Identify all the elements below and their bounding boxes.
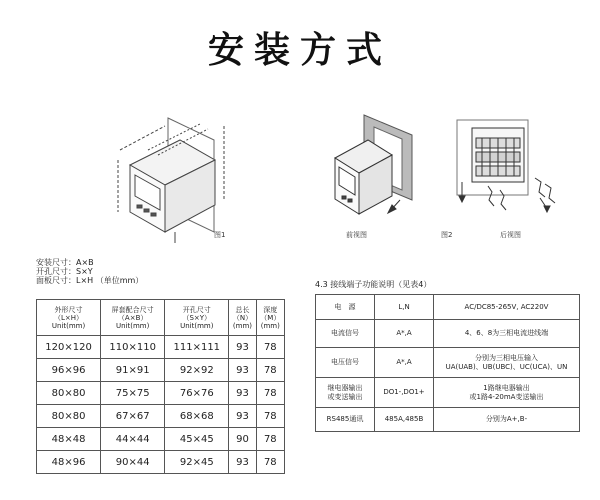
- table-row: [316, 348, 580, 378]
- table-cell: 继电器输出 或变送输出: [316, 378, 375, 408]
- table-cell: 75×75: [101, 382, 165, 405]
- dimension-note: 面板尺寸：L×H （单位mm）: [36, 276, 144, 285]
- terminal-section-title: 4.3 接线端子功能说明（见表4）: [315, 280, 432, 289]
- table-cell: 分别为A+,B-: [434, 408, 580, 432]
- table-cell: 111×111: [165, 336, 229, 359]
- table-cell: DO1-,DO1+: [375, 378, 434, 408]
- dimension-note: 开孔尺寸：S×Y: [36, 267, 93, 276]
- table-cell: 电 源: [316, 295, 375, 320]
- table-cell: 80×80: [37, 405, 101, 428]
- header-outline-size: 外形尺寸 （L×H） Unit(mm): [37, 300, 101, 336]
- header-bezel-size: 屏套配合尺寸 （A×B） Unit(mm): [101, 300, 165, 336]
- table-cell: A*,A: [375, 348, 434, 378]
- fig1-meter-drawing: [118, 118, 224, 243]
- table-cell: 93: [229, 336, 256, 359]
- terminal-table: [315, 294, 580, 432]
- table-cell: 78: [256, 405, 284, 428]
- table-cell: A*,A: [375, 320, 434, 348]
- table-row: [37, 405, 285, 428]
- table-cell: 68×68: [165, 405, 229, 428]
- front-view-drawing: [335, 115, 412, 214]
- page-title: 安装方式: [207, 29, 392, 71]
- table-cell: L,N: [375, 295, 434, 320]
- table-cell: 91×91: [101, 359, 165, 382]
- table-row: [37, 428, 285, 451]
- table-cell: 96×96: [37, 359, 101, 382]
- back-view-caption: 后视图: [500, 231, 521, 239]
- size-table-header-row: [37, 300, 285, 336]
- header-depth: 深度 （M） (mm): [256, 300, 284, 336]
- table-cell: 110×110: [101, 336, 165, 359]
- table-row: [316, 378, 580, 408]
- dimension-note: 安装尺寸：A×B: [36, 258, 94, 267]
- front-view-caption: 前视图: [346, 231, 367, 239]
- dimension-notes: [36, 258, 143, 285]
- table-cell: 78: [256, 359, 284, 382]
- table-cell: 90×44: [101, 451, 165, 474]
- table-row: [37, 451, 285, 474]
- table-row: [316, 295, 580, 320]
- table-row: [37, 382, 285, 405]
- table-cell: 90: [229, 428, 256, 451]
- table-cell: 78: [256, 382, 284, 405]
- back-view-drawing: [457, 120, 555, 212]
- table-cell: 48×48: [37, 428, 101, 451]
- table-cell: 93: [229, 382, 256, 405]
- table-cell: 电流信号: [316, 320, 375, 348]
- size-table: [36, 299, 285, 474]
- table-row: [37, 336, 285, 359]
- table-cell: 80×80: [37, 382, 101, 405]
- table-row: [316, 320, 580, 348]
- table-row: [37, 359, 285, 382]
- table-cell: 4、6、8为三相电流进线端: [434, 320, 580, 348]
- table-cell: 48×96: [37, 451, 101, 474]
- table-cell: 电压信号: [316, 348, 375, 378]
- header-total-length: 总长 （N） (mm): [229, 300, 256, 336]
- table-cell: 78: [256, 336, 284, 359]
- table-cell: 67×67: [101, 405, 165, 428]
- fig1-caption: 图1: [214, 231, 226, 239]
- table-cell: 78: [256, 451, 284, 474]
- header-cutout-size: 开孔尺寸 （S×Y） Unit(mm): [165, 300, 229, 336]
- table-cell: 93: [229, 359, 256, 382]
- table-cell: AC/DC85-265V, AC220V: [434, 295, 580, 320]
- table-cell: 分别为三相电压输入 UA(UAB)、UB(UBC)、UC(UCA)、UN: [434, 348, 580, 378]
- table-cell: 93: [229, 405, 256, 428]
- table-cell: RS485通讯: [316, 408, 375, 432]
- table-cell: 45×45: [165, 428, 229, 451]
- table-cell: 120×120: [37, 336, 101, 359]
- table-cell: 76×76: [165, 382, 229, 405]
- table-row: [316, 408, 580, 432]
- fig2-caption: 图2: [441, 231, 453, 239]
- table-cell: 44×44: [101, 428, 165, 451]
- table-cell: 485A,485B: [375, 408, 434, 432]
- table-cell: 78: [256, 428, 284, 451]
- table-cell: 93: [229, 451, 256, 474]
- table-cell: 92×45: [165, 451, 229, 474]
- table-cell: 92×92: [165, 359, 229, 382]
- table-cell: 1路继电器输出 或1路4-20mA变送输出: [434, 378, 580, 408]
